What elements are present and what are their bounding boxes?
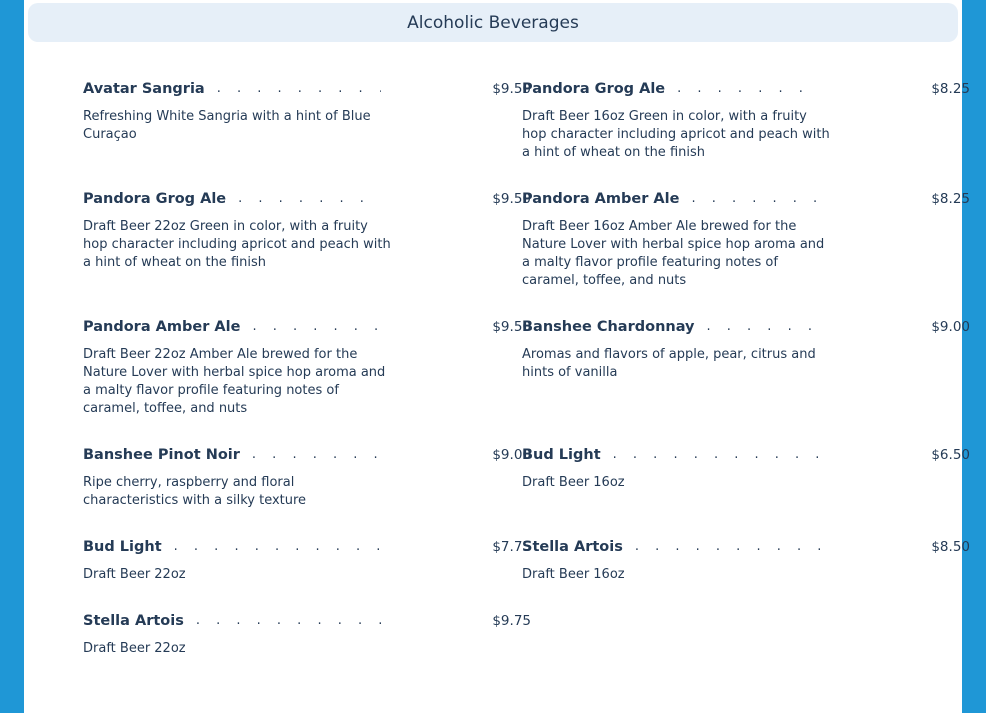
section-header: Alcoholic Beverages: [28, 3, 958, 42]
menu-item-name: Pandora Amber Ale: [83, 319, 241, 335]
leader-dots: [635, 539, 820, 554]
menu-item-name: Bud Light: [83, 539, 162, 555]
menu-item: [522, 191, 970, 290]
menu-panel: [24, 0, 970, 713]
menu-item-name: Bud Light: [522, 447, 601, 463]
menu-item: [83, 191, 531, 272]
menu-item-price: $8.50: [931, 539, 970, 555]
leader-dots: [217, 81, 381, 96]
menu-item-price: $8.25: [931, 191, 970, 207]
menu-item: [83, 447, 531, 510]
leader-dots: [691, 191, 820, 206]
menu-item-price: $9.00: [931, 319, 970, 335]
menu-item: [522, 319, 970, 382]
menu-item-price: $8.25: [931, 81, 970, 97]
menu-item: [522, 539, 970, 584]
leader-dots: [613, 447, 820, 462]
menu-item-description: Refreshing White Sangria with a hint of Blue Curaçao: [83, 109, 371, 142]
menu-item-description: Aromas and flavors of apple, pear, citrus and hints of vanilla: [522, 347, 816, 380]
menu-item-name: Banshee Chardonnay: [522, 319, 695, 335]
menu-item-price: $6.50: [931, 447, 970, 463]
leader-dots: [707, 319, 820, 334]
menu-item-name: Pandora Grog Ale: [522, 81, 666, 97]
menu-item-name: Stella Artois: [522, 539, 623, 555]
menu-item-price: $7.75: [492, 539, 531, 555]
menu-item-price: $9.50: [492, 319, 531, 335]
menu-item-price: $9.00: [492, 447, 531, 463]
menu-item-price: $9.75: [492, 613, 531, 629]
menu-item-price: $9.50: [492, 81, 531, 97]
leader-dots: [252, 447, 381, 462]
menu-item: [522, 447, 970, 492]
menu-item: [83, 81, 531, 144]
menu-item-description: Draft Beer 22oz: [83, 567, 186, 582]
leader-dots: [196, 613, 381, 628]
menu-item-name: Pandora Grog Ale: [83, 191, 227, 207]
leader-dots: [252, 319, 381, 334]
menu-item: [83, 539, 531, 584]
menu-item-name: Stella Artois: [83, 613, 184, 629]
menu-item-name: Avatar Sangria: [83, 81, 205, 97]
menu-item: [83, 319, 531, 418]
leader-dots: [677, 81, 820, 96]
menu-item-name: Banshee Pinot Noir: [83, 447, 240, 463]
menu-item-description: Draft Beer 16oz Green in color, with a fruity hop character including apricot and peach with a hint of wheat on the finish: [522, 109, 830, 160]
menu-item-description: Draft Beer 22oz Green in color, with a fruity hop character including apricot and peach with a hint of wheat on the finish: [83, 219, 391, 270]
leader-dots: [174, 539, 381, 554]
menu-item-description: Draft Beer 22oz Amber Ale brewed for the Nature Lover with herbal spice hop aroma and a malty flavor profile featuring notes of caramel, toffee, and nuts: [83, 347, 386, 416]
menu-item: [83, 613, 531, 658]
menu-item-description: Draft Beer 22oz: [83, 641, 186, 656]
menu-item-description: Ripe cherry, raspberry and floral characteristics with a silky texture: [83, 475, 307, 508]
menu-item-description: Draft Beer 16oz Amber Ale brewed for the Nature Lover with herbal spice hop aroma and a malty flavor profile featuring notes of caramel, toffee, and nuts: [522, 219, 825, 288]
leader-dots: [238, 191, 381, 206]
menu-item-description: Draft Beer 16oz: [522, 475, 625, 490]
menu-item: [522, 81, 970, 162]
menu-item-name: Pandora Amber Ale: [522, 191, 680, 207]
menu-item-description: Draft Beer 16oz: [522, 567, 625, 582]
menu-item-price: $9.50: [492, 191, 531, 207]
